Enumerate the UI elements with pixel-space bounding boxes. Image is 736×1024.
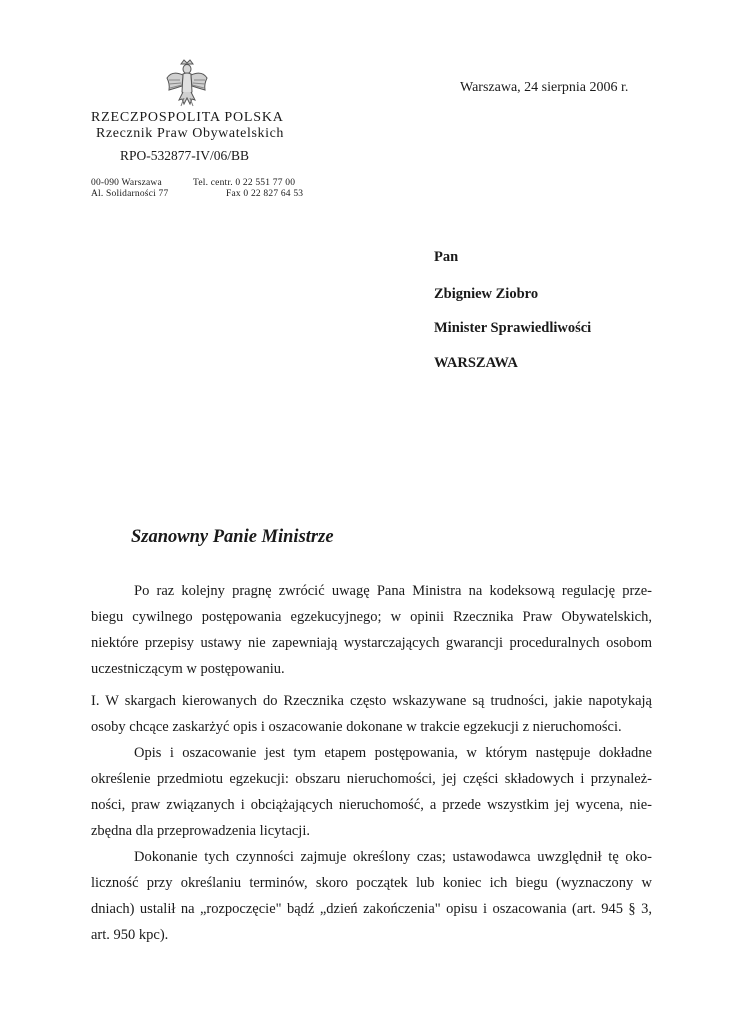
body-line: Dokonanie tych czynności zajmuje określony czas; ustawodawca uwzględnił tę oko- bbox=[134, 849, 652, 865]
eagle-emblem-icon bbox=[164, 58, 210, 110]
address-line: 00-090 Warszawa bbox=[91, 178, 162, 188]
recipient-name: Zbigniew Ziobro bbox=[434, 286, 539, 302]
body-line: dniach) ustalił na „rozpoczęcie" bądź „dzień zakończenia" opisu i oszacowania (art. 945 § 3, bbox=[91, 901, 652, 917]
body-line: Opis i oszacowanie jest tym etapem postępowania, w którym następuje dokładne bbox=[134, 745, 652, 761]
body-line: osoby chcące zaskarżyć opis i oszacowanie dokonane w trakcie egzekucji z nieruchomości. bbox=[91, 719, 622, 735]
body-line: I. W skargach kierowanych do Rzecznika często wskazywane są trudności, jakie napotykają bbox=[91, 693, 652, 709]
body-line: liczność przy określaniu terminów, skoro początek lub koniec ich biegu (wyznaczony w bbox=[91, 875, 652, 891]
reference-number: RPO-532877-IV/06/BB bbox=[120, 148, 250, 163]
recipient-line: Pan bbox=[434, 249, 459, 265]
body-line: zbędna dla przeprowadzenia licytacji. bbox=[91, 823, 310, 839]
body-line: Po raz kolejny pragnę zwrócić uwagę Pana Ministra na kodeksową regulację prze- bbox=[134, 583, 652, 599]
body-line: określenie przedmiotu egzekucji: obszaru nieruchomości, jej części składowych i przynależ- bbox=[91, 771, 652, 787]
salutation: Szanowny Panie Ministrze bbox=[131, 527, 334, 547]
fax-line: Fax 0 22 827 64 53 bbox=[226, 189, 304, 199]
recipient-title: Minister Sprawiedliwości bbox=[434, 320, 592, 336]
letter-date: Warszawa, 24 sierpnia 2006 r. bbox=[460, 80, 629, 95]
body-line: ności, praw związanych i obciążających nieruchomość, a przede wszystkim jej wycena, nie- bbox=[91, 797, 652, 813]
address-line: Al. Solidarności 77 bbox=[91, 189, 169, 199]
body-line: biegu cywilnego postępowania egzekucyjnego; w opinii Rzecznika Praw Obywatelskich, bbox=[91, 609, 652, 625]
org-name: RZECZPOSPOLITA POLSKA bbox=[91, 110, 284, 125]
body-line: niektóre przepisy ustawy nie zapewniają wystarczających gwarancji proceduralnych osobom bbox=[91, 635, 652, 651]
org-subtitle: Rzecznik Praw Obywatelskich bbox=[96, 126, 285, 141]
body-line: art. 950 kpc). bbox=[91, 927, 169, 943]
phone-line: Tel. centr. 0 22 551 77 00 bbox=[193, 178, 296, 188]
body-line: uczestniczącym w postępowaniu. bbox=[91, 661, 285, 677]
recipient-city: WARSZAWA bbox=[434, 355, 518, 371]
